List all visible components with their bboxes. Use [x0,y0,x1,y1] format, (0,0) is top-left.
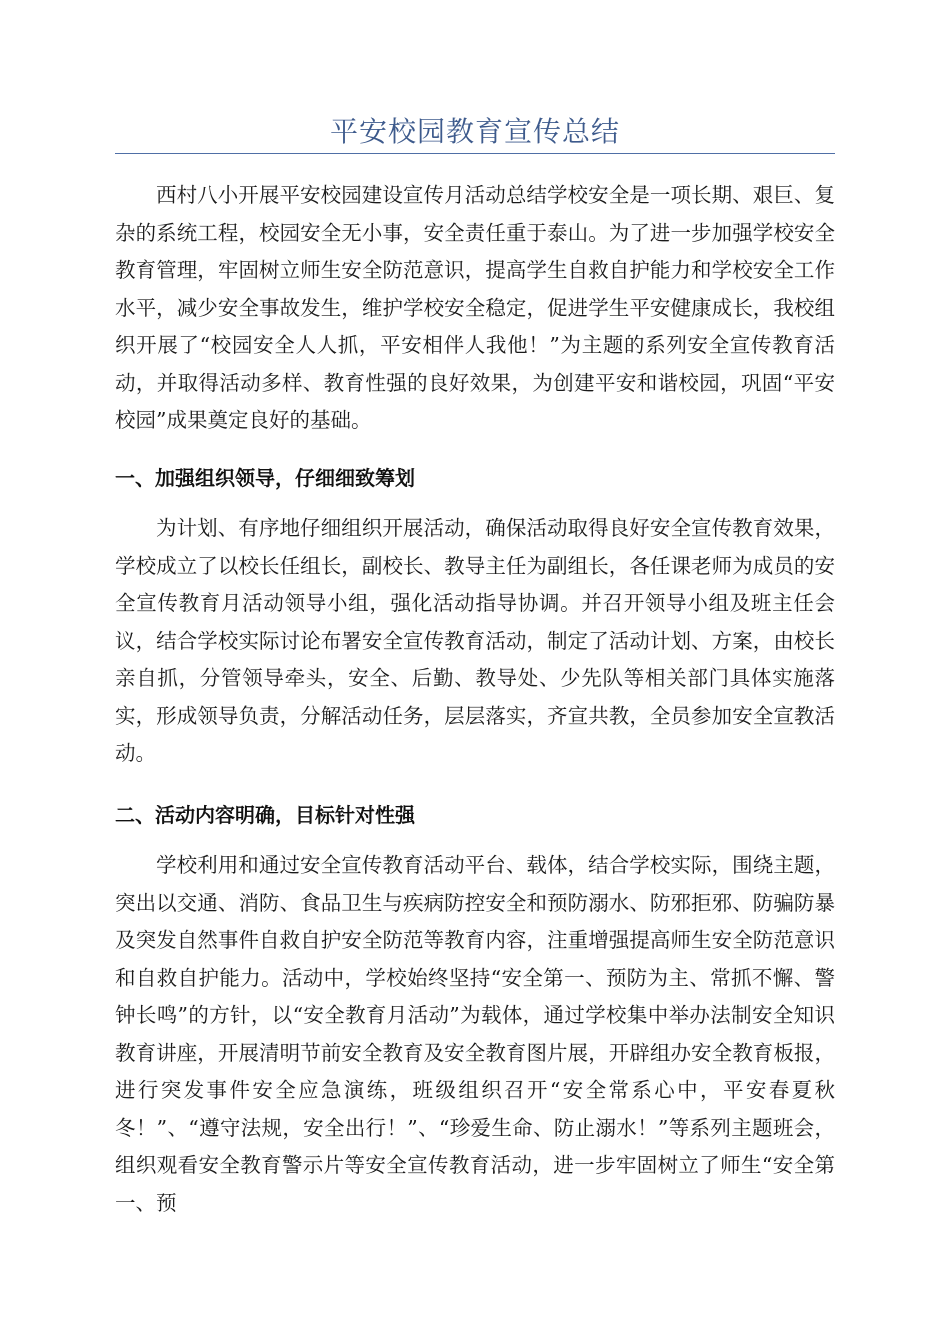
paragraph-intro: 西村八小开展平安校园建设宣传月活动总结学校安全是一项长期、艰巨、复杂的系统工程，校园安全无小事，安全责任重于泰山。为了进一步加强学校安全教育管理，牢固树立师生安全防范意识，提高学生自救自护能力和学校安全工作水平，减少安全事故发生，维护学校安全稳定，促进学生平安健康成长，我校组织开展了“校园安全人人抓，平安相伴人我他！”为主题的系列安全宣传教育活动，并取得活动多样、教育性强的良好效果，为创建平安和谐校园，巩固“平安校园”成果奠定良好的基础。 [115,183,835,432]
paragraph-organization: 为计划、有序地仔细组织开展活动，确保活动取得良好安全宣传教育效果，学校成立了以校长任组长，副校长、教导主任为副组长，各任课老师为成员的安全宣传教育月活动领导小组，强化活动指导协调。并召开领导小组及班主任会议，结合学校实际讨论布署安全宣传教育活动，制定了活动计划、方案，由校长亲自抓，分管领导牵头，安全、后勤、教导处、少先队等相关部门具体实施落实，形成领导负责，分解活动任务，层层落实，齐宣共教，全员参加安全宣教活动。 [115,516,835,765]
document-title: 平安校园教育宣传总结 [329,115,620,148]
section-heading-2: 二、活动内容明确，目标针对性强 [115,803,415,827]
section-heading-1: 一、加强组织领导，仔细细致筹划 [115,466,415,490]
paragraph-activities: 学校利用和通过安全宣传教育活动平台、载体，结合学校实际，围绕主题，突出以交通、消防、食品卫生与疾病防控安全和预防溺水、防邪拒邪、防骗防暴及突发自然事件自救自护安全防范等教育内容，注重增强提高师生安全防范意识和自救自护能力。活动中，学校始终坚持“安全第一、预防为主、常抓不懈、警钟长鸣”的方针，以“安全教育月活动”为载体，通过学校集中举办法制安全知识教育讲座，开展清明节前安全教育及安全教育图片展，开辟组办安全教育板报，进行突发事件安全应急演练，班级组织召开“安全常系心中，平安春夏秋冬！”、“遵守法规，安全出行！”、“珍爱生命、防止溺水！”等系列主题班会，组织观看安全教育警示片等安全宣传教育活动，进一步牢固树立了师生“安全第一、预 [115,853,835,1215]
title-underline-rule [115,153,835,154]
